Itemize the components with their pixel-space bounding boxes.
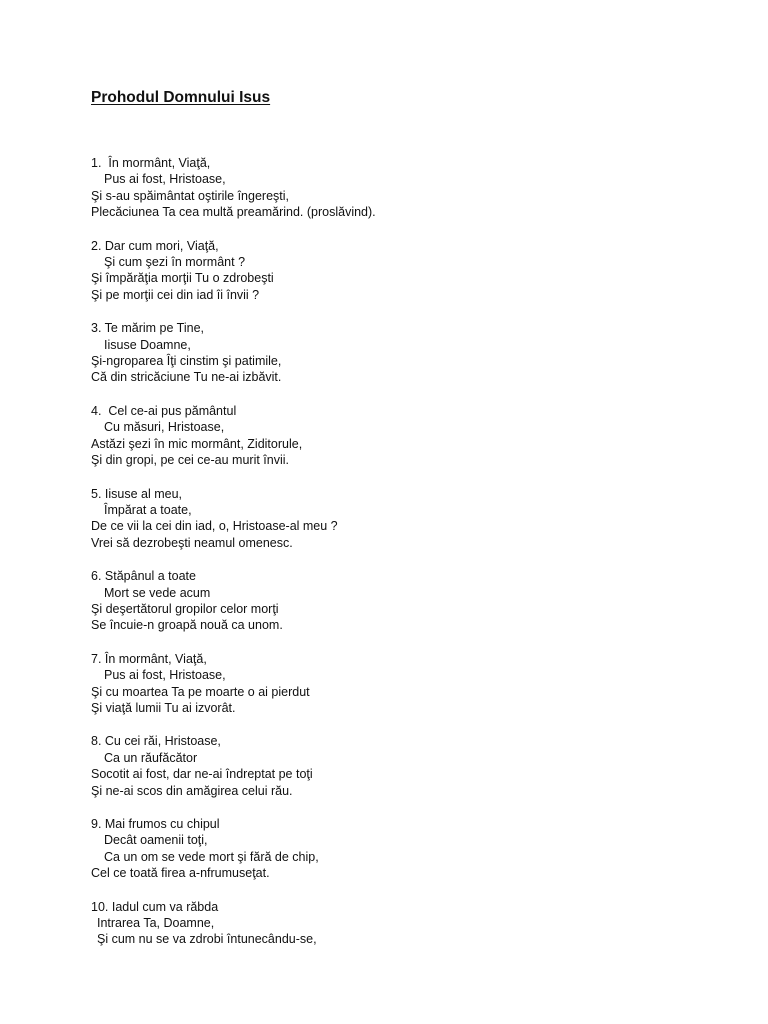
stanza-line: Şi din gropi, pe cei ce-au murit învii. xyxy=(91,453,290,468)
stanza-8 xyxy=(91,733,731,799)
stanza-line: 2. Dar cum mori, Viaţă, xyxy=(91,238,219,253)
stanza-line: Mort se vede acum xyxy=(104,585,211,600)
stanza-line: Vrei să dezrobeşti neamul omenesc. xyxy=(91,535,293,550)
stanza-line: Şi împărăţia morţii Tu o zdrobeşti xyxy=(91,271,274,286)
stanza-line: Iisuse Doamne, xyxy=(104,337,191,352)
stanza-6 xyxy=(91,568,731,634)
stanza-10 xyxy=(91,899,731,948)
stanza-3 xyxy=(91,320,731,386)
stanza-line: De ce vii la cei din iad, o, Hristoase-al meu ? xyxy=(91,519,338,534)
stanza-line: Cu măsuri, Hristoase, xyxy=(104,420,225,435)
document-title: Prohodul Domnului Isus xyxy=(91,89,271,106)
stanza-line: Şi-ngroparea Îţi cinstim şi patimile, xyxy=(91,354,282,369)
stanza-line: Şi cu moartea Ta pe moarte o ai pierdut xyxy=(91,684,310,699)
stanza-line: Plecăciunea Ta cea multă preamărind. (proslăvind). xyxy=(91,205,376,220)
stanza-line: 8. Cu cei răi, Hristoase, xyxy=(91,734,221,749)
stanza-4 xyxy=(91,403,731,469)
stanza-9 xyxy=(91,816,731,882)
stanza-line: Cel ce toată firea a-nfrumuseţat. xyxy=(91,866,270,881)
document-page xyxy=(91,88,731,965)
stanza-line: 9. Mai frumos cu chipul xyxy=(91,817,220,831)
stanza-5 xyxy=(91,486,731,552)
stanza-line: Astăzi şezi în mic mormânt, Ziditorule, xyxy=(91,436,303,451)
stanza-line: Şi viaţă lumii Tu ai izvorât. xyxy=(91,700,236,715)
stanza-line: 10. Iadul cum va răbda xyxy=(91,899,219,914)
stanza-line: Pus ai fost, Hristoase, xyxy=(104,172,226,187)
stanza-line: Şi s-au spăimântat oştirile îngereşti, xyxy=(91,188,290,203)
stanza-line: 1. În mormânt, Viaţă, xyxy=(91,156,211,170)
stanza-7 xyxy=(91,651,731,717)
stanza-line: Şi pe morţii cei din iad îi învii ? xyxy=(91,287,260,302)
stanza-line: Socotit ai fost, dar ne-ai îndreptat pe toţi xyxy=(91,767,313,782)
stanza-line: Că din stricăciune Tu ne-ai izbăvit. xyxy=(91,370,282,385)
stanza-1 xyxy=(91,155,731,221)
stanza-line: Şi deşertătorul gropilor celor morţi xyxy=(91,601,279,616)
stanza-line: Şi cum şezi în mormânt ? xyxy=(104,255,246,270)
stanza-line: 7. În mormânt, Viaţă, xyxy=(91,651,207,666)
stanza-line: Ca un om se vede mort şi fără de chip, xyxy=(104,849,319,864)
stanza-line: Şi cum nu se va zdrobi întunecându-se, xyxy=(97,932,317,947)
stanza-line: Intrarea Ta, Doamne, xyxy=(97,916,215,931)
stanza-line: 6. Stăpânul a toate xyxy=(91,569,196,584)
stanza-line: Se încuie-n groapă nouă ca unom. xyxy=(91,618,283,633)
stanza-line: 5. Iisuse al meu, xyxy=(91,486,183,501)
stanza-2 xyxy=(91,238,731,304)
stanza-line: Ca un răufăcător xyxy=(104,750,198,765)
stanza-line: Împărat a toate, xyxy=(104,502,192,517)
stanza-line: 3. Te mărim pe Tine, xyxy=(91,321,205,336)
stanza-line: 4. Cel ce-ai pus pământul xyxy=(91,403,237,418)
stanza-line: Decât oamenii toţi, xyxy=(104,833,208,848)
stanza-line: Pus ai fost, Hristoase, xyxy=(104,668,226,683)
stanza-line: Şi ne-ai scos din amăgirea celui rău. xyxy=(91,783,293,798)
